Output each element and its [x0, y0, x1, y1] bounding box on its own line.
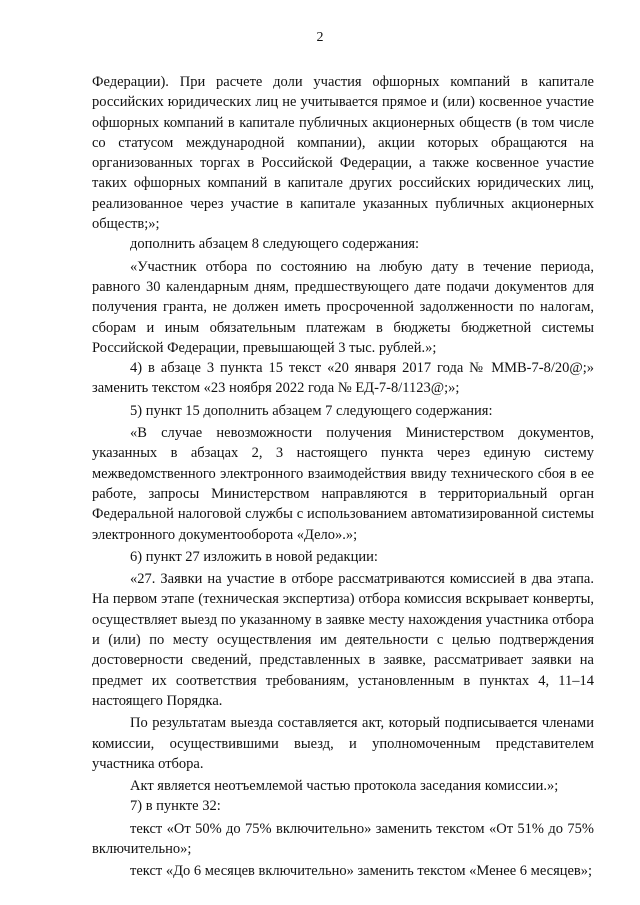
paragraph: Акт является неотъемлемой частью протокола заседания комиссии.»; — [130, 778, 559, 795]
paragraph: «Участник отбора по состоянию на любую дату в течение периода, равного 30 календарным дням, предшествующего дате подачи документов для получения гранта, не должен иметь просроченной задолженности по налогам, сборам и иным обязательным платежам в бюджеты бюджетной системы Российской Федерации, превышающей 3 тыс. рублей.»; — [92, 258, 594, 356]
paragraph: 7) в пункте 32: — [130, 798, 221, 815]
paragraph: текст «От 50% до 75% включительно» заменить текстом «От 51% до 75% включительно»; — [92, 820, 594, 857]
paragraph: «В случае невозможности получения Министерством документов, указанных в абзацах 2, 3 настоящего пункта через единую систему межведомственного электронного взаимодействия ввиду технического сбоя в ее работе, запросы Министерством направляются в территориальный орган Федеральной налоговой службы с использованием автоматизированной системы электронного документооборота «Дело».»; — [92, 425, 594, 543]
paragraph: 5) пункт 15 дополнить абзацем 7 следующего содержания: — [130, 402, 493, 419]
paragraph: дополнить абзацем 8 следующего содержания: — [130, 236, 420, 253]
paragraph: Федерации). При расчете доли участия офшорных компаний в капитале российских юридических лиц не учитывается прямое и (или) косвенное участие офшорных компаний в капитале публичных акционерных обществ (в том числе со статусом международной компании), акции которых обращаются на организованных торгах в Российской Федерации, а также косвенное участие таких офшорных компаний в капитале других российских юридических лиц, реализованное через участие в капитале указанных публичных акционерных обществ;»; — [92, 74, 594, 233]
page-number: 2 — [316, 30, 324, 45]
paragraph: По результатам выезда составляется акт, который подписывается членами комиссии, осуществившими выезд, и уполномоченным представителем участника отбора. — [92, 715, 594, 772]
paragraph: «27. Заявки на участие в отборе рассматриваются комиссией в два этапа. На первом этапе (техническая экспертиза) отбора комиссия вскрывает конверты, осуществляет выезд по указанному в заявке месту нахождения участника отбора и (или) по месту осуществления им деятельности с целью подтверждения достоверности сведений, представленных в заявке, рассматривает заявки на предмет их соответствия требованиям, установленным в пунктах 4, 11–14 настоящего Порядка. — [92, 571, 594, 709]
paragraph: 4) в абзаце 3 пункта 15 текст «20 января 2017 года № ММВ-7-8/20@;» заменить текстом «23 ноября 2022 года № ЕД-7-8/1123@;»; — [92, 360, 594, 397]
paragraph: 6) пункт 27 изложить в новой редакции: — [130, 548, 378, 565]
paragraph: текст «До 6 месяцев включительно» заменить текстом «Менее 6 месяцев»; — [130, 863, 593, 880]
document-body — [92, 72, 594, 882]
